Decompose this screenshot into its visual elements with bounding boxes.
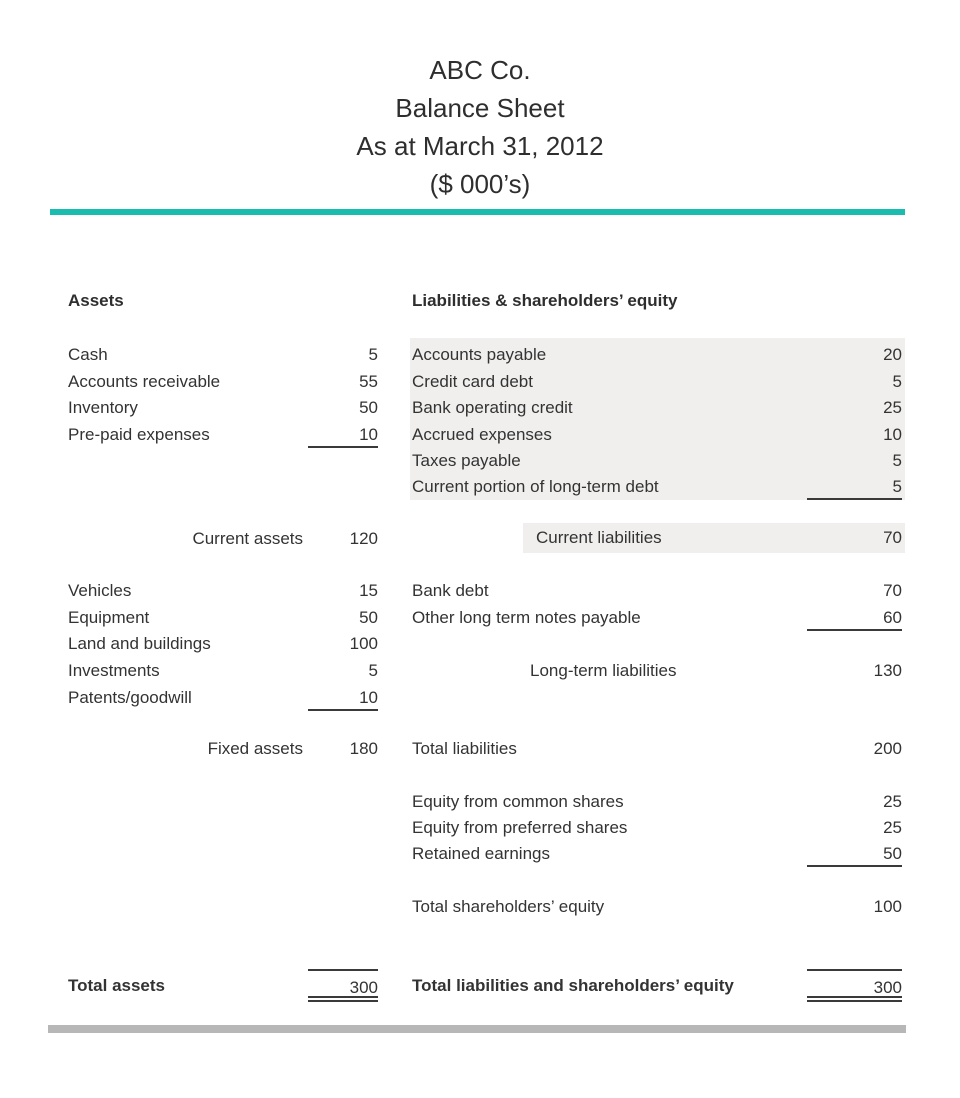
amount: 100: [349, 634, 378, 653]
row-land-buildings: [68, 630, 378, 657]
label: Equipment: [68, 608, 150, 627]
row-equipment: [68, 604, 378, 631]
amount: 100: [873, 897, 902, 916]
label: Accounts payable: [412, 345, 547, 364]
amount: 55: [359, 372, 378, 391]
label: Fixed assets: [207, 739, 303, 758]
label: Investments: [68, 661, 160, 680]
label: Vehicles: [68, 581, 132, 600]
units-note: ($ 000’s): [429, 169, 531, 199]
row-total-liabilities: [412, 735, 902, 762]
company-name: ABC Co.: [429, 55, 531, 85]
label: Current liabilities: [536, 528, 662, 547]
label: Bank debt: [412, 581, 489, 600]
amount: 5: [368, 661, 378, 680]
row-retained-earnings: [412, 840, 902, 867]
row-fixed-assets-subtotal: [68, 735, 378, 762]
row-accrued-expenses: [412, 421, 902, 448]
amount: 70: [883, 528, 902, 547]
amount: 5: [892, 451, 902, 470]
amount: 15: [359, 581, 378, 600]
document-title: Balance Sheet: [395, 93, 565, 123]
amount-double-underlined: 300: [308, 969, 378, 1002]
assets-header: Assets: [68, 291, 124, 310]
title-block: [0, 51, 960, 203]
label: Equity from common shares: [412, 792, 624, 811]
label: Land and buildings: [68, 634, 211, 653]
label: Current assets: [192, 529, 303, 548]
label: Bank operating credit: [412, 398, 573, 417]
amount: 5: [892, 372, 902, 391]
row-long-term-liabilities-subtotal: [412, 657, 902, 684]
label: Credit card debt: [412, 372, 533, 391]
row-investments: [68, 657, 378, 684]
row-total-shareholders-equity: [412, 893, 902, 920]
label: Total liabilities: [412, 739, 517, 758]
row-bank-debt: [412, 577, 902, 604]
label: Long-term liabilities: [530, 661, 677, 680]
statement-date: As at March 31, 2012: [356, 131, 604, 161]
amount-underlined: 5: [807, 473, 902, 500]
label: Accrued expenses: [412, 425, 552, 444]
row-accounts-receivable: [68, 368, 378, 395]
footer-gray-bar: [48, 1025, 906, 1033]
label: Pre-paid expenses: [68, 425, 210, 444]
amount-underlined: 10: [308, 421, 378, 448]
label: Inventory: [68, 398, 138, 417]
label: Cash: [68, 345, 108, 364]
label: Other long term notes payable: [412, 608, 641, 627]
row-accounts-payable: [412, 341, 902, 368]
liabilities-equity-header: Liabilities & shareholders’ equity: [412, 291, 678, 310]
row-cash: [68, 341, 378, 368]
amount: 10: [883, 425, 902, 444]
row-total-liabilities-and-equity: [412, 969, 902, 1002]
label: Total assets: [68, 976, 166, 995]
row-current-liabilities-subtotal: [523, 523, 905, 553]
row-vehicles: [68, 577, 378, 604]
amount: 50: [359, 608, 378, 627]
row-equity-common-shares: [412, 788, 902, 815]
label: Current portion of long-term debt: [412, 477, 659, 496]
amount: 50: [359, 398, 378, 417]
amount-double-underlined: 300: [807, 969, 902, 1002]
amount-underlined: 10: [308, 684, 378, 711]
row-total-assets: [68, 969, 378, 1002]
amount: 25: [883, 792, 902, 811]
teal-divider-rule: [50, 209, 905, 215]
amount: 200: [873, 739, 902, 758]
label: Total shareholders’ equity: [412, 897, 605, 916]
label: Taxes payable: [412, 451, 521, 470]
amount: 5: [368, 345, 378, 364]
row-credit-card-debt: [412, 368, 902, 395]
amount-underlined: 50: [807, 840, 902, 867]
row-patents-goodwill: [68, 684, 378, 711]
row-equity-preferred-shares: [412, 814, 902, 841]
label: Equity from preferred shares: [412, 818, 628, 837]
amount: 25: [883, 818, 902, 837]
amount-underlined: 60: [807, 604, 902, 631]
row-current-portion-ltd: [412, 473, 902, 500]
label: Total liabilities and shareholders’ equity: [412, 976, 734, 995]
label: Patents/goodwill: [68, 688, 192, 707]
amount: 120: [349, 529, 378, 548]
amount: 180: [349, 739, 378, 758]
amount: 70: [883, 581, 902, 600]
row-other-long-term-notes: [412, 604, 902, 631]
row-current-assets-subtotal: [68, 525, 378, 552]
amount: 130: [873, 661, 902, 680]
row-bank-operating-credit: [412, 394, 902, 421]
row-taxes-payable: [412, 447, 902, 474]
label: Accounts receivable: [68, 372, 221, 391]
amount: 25: [883, 398, 902, 417]
label: Retained earnings: [412, 844, 550, 863]
row-prepaid-expenses: [68, 421, 378, 448]
row-inventory: [68, 394, 378, 421]
amount: 20: [883, 345, 902, 364]
